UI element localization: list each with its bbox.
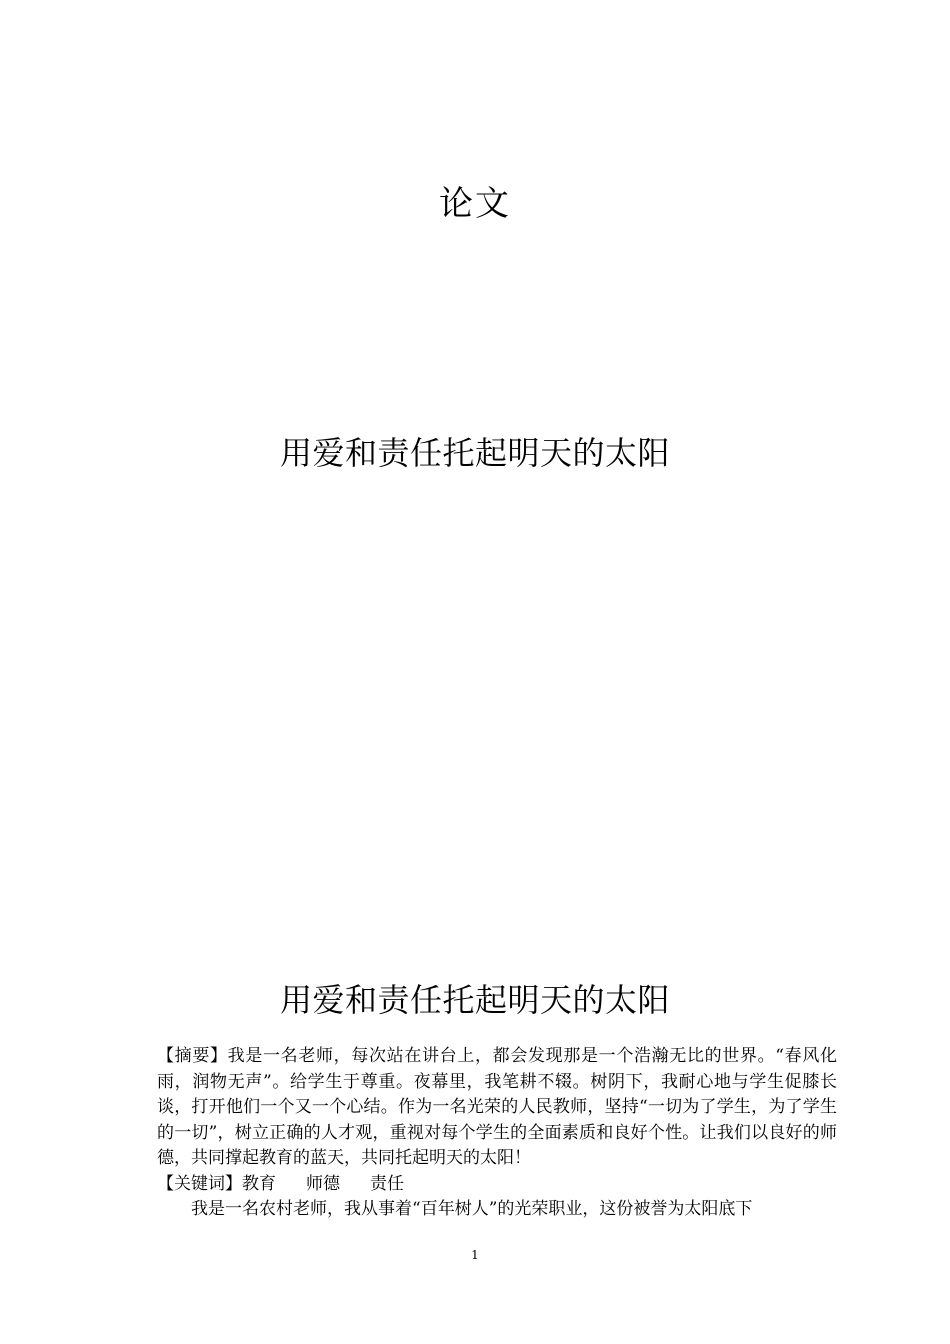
keyword-item: 责任 (370, 1173, 404, 1194)
document-type-label: 论文 (439, 184, 511, 224)
keyword-item: 教育 (242, 1173, 276, 1194)
abstract-text: 我是一名老师，每次站在讲台上，都会发现那是一个浩瀚无比的世界。“春风化雨，润物无声”。给学生于尊重。夜幕里，我笔耕不辍。树阴下，我耐心地与学生促膝长谈，打开他们一个又一个心结。作为一名光荣的人民教师，坚持“一切为了学生，为了学生的一切”，树立正确的人才观，重视对每个学生的全面素质和良好个性。让我们以良好的师德，共同撑起教育的蓝天，共同托起明天的太阳！ (157, 1046, 837, 1168)
document-body (157, 1044, 837, 1223)
first-paragraph: 我是一名农村老师，我从事着“百年树人”的光荣职业，这份被誉为太阳底下 (191, 1199, 753, 1219)
body-title: 用爱和责任托起明天的太阳 (279, 981, 670, 1019)
keywords-tag: 【关键词】 (157, 1173, 242, 1194)
page-number: 1 (471, 1248, 479, 1262)
keyword-item: 师德 (306, 1173, 340, 1194)
abstract-tag: 【摘要】 (157, 1046, 228, 1066)
abstract-paragraph (157, 1044, 837, 1172)
keywords-line (157, 1172, 837, 1198)
cover-title: 用爱和责任托起明天的太阳 (279, 434, 670, 472)
